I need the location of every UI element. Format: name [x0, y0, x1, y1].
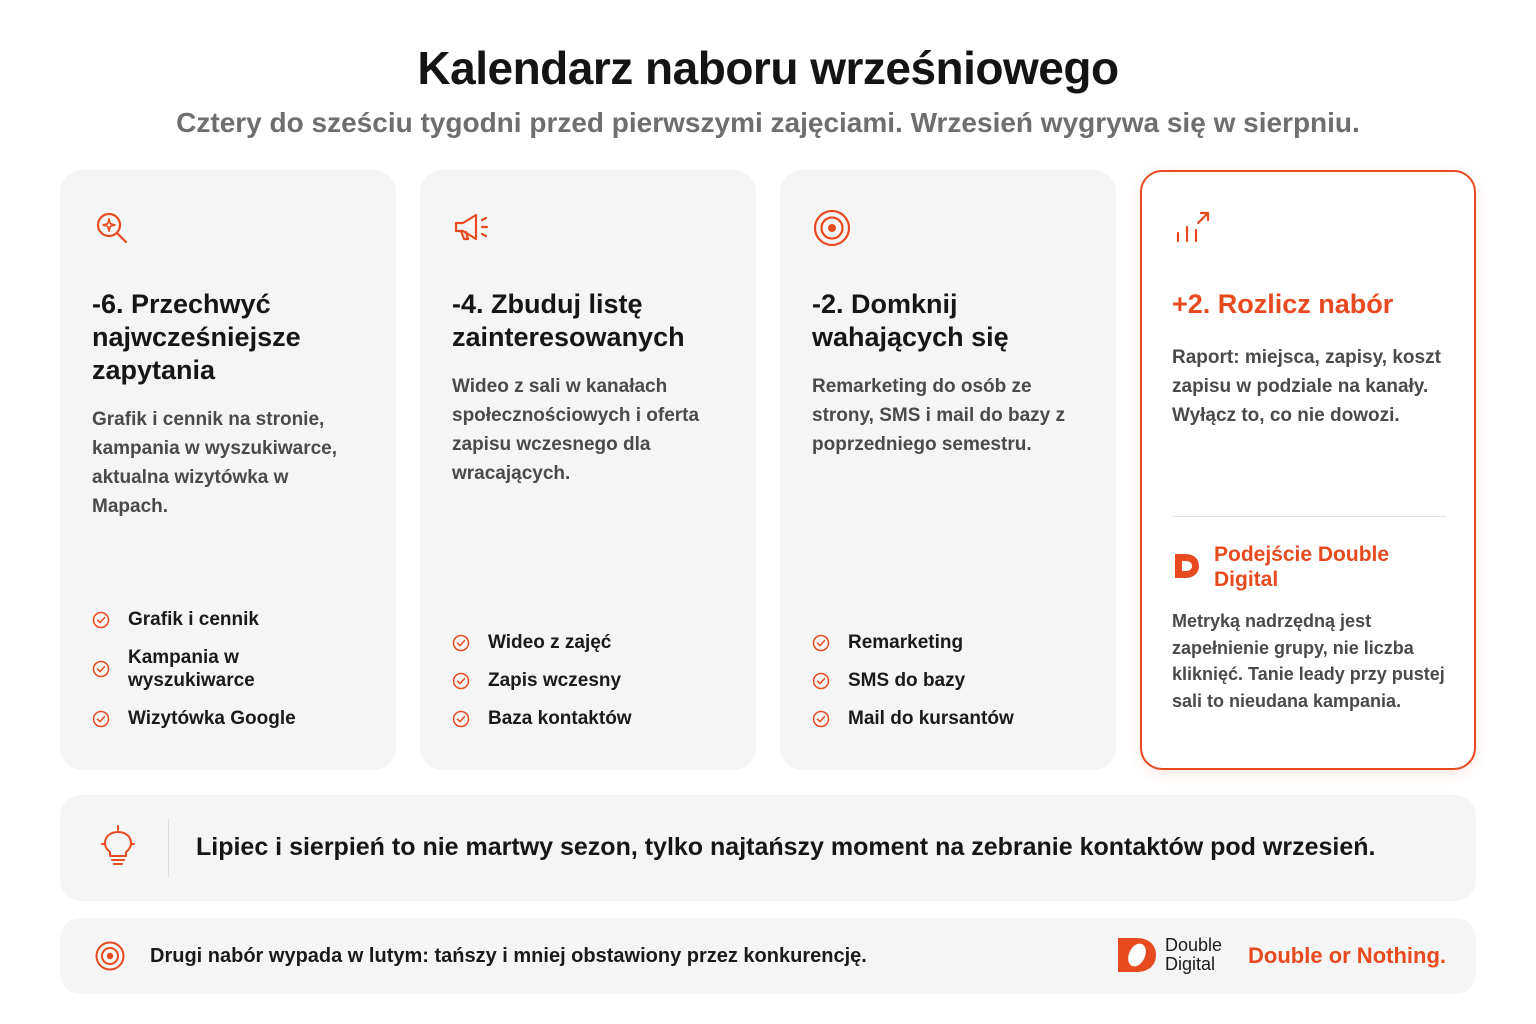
check-circle-icon — [92, 611, 110, 629]
checklist-item — [452, 631, 736, 654]
target-icon — [812, 208, 852, 248]
tip-banner — [60, 795, 1476, 901]
check-circle-icon — [812, 672, 830, 690]
checklist-label: Kampania w wyszukiwarce — [128, 647, 255, 691]
double-digital-logo-icon — [1116, 934, 1158, 976]
check-circle-icon — [452, 672, 470, 690]
search-sparkle-icon — [92, 208, 132, 248]
check-circle-icon — [812, 710, 830, 728]
check-circle-icon — [812, 634, 830, 652]
divider — [1172, 516, 1446, 517]
bar-chart-arrow-icon — [1172, 208, 1212, 248]
footer-bar — [60, 918, 1476, 994]
divider — [168, 819, 169, 877]
checklist-item — [452, 669, 736, 692]
double-digital-d-icon — [1172, 550, 1202, 582]
page-title: Kalendarz naboru wrześniowego — [417, 42, 1119, 94]
tip-text: Lipiec i sierpień to nie martwy sezon, tylko najtańszy moment na zebranie kontaktów pod wrzesień. — [196, 833, 1376, 861]
card-description: Raport: miejsca, zapisy, koszt zapisu w podziale na kanały. Wyłącz to, co nie dowozi. — [1172, 347, 1441, 426]
card-minus-6 — [60, 170, 396, 770]
checklist — [452, 631, 736, 730]
brand-name-line: Double — [1165, 935, 1223, 955]
card-title: -2. Domknij wahających się — [812, 289, 1009, 352]
checklist-label: Wizytówka Google — [128, 708, 296, 729]
checklist-label: Baza kontaktów — [488, 708, 632, 729]
card-title: -4. Zbuduj listę zainteresowanych — [452, 289, 685, 352]
lightbulb-icon — [96, 824, 140, 868]
check-circle-icon — [452, 710, 470, 728]
checklist-item — [812, 707, 1096, 730]
approach-header — [1172, 542, 1450, 592]
checklist-label: Grafik i cennik — [128, 609, 259, 630]
footer-note: Drugi nabór wypada w lutym: tańszy i mniej obstawiony przez konkurencję. — [150, 945, 867, 967]
check-circle-icon — [92, 710, 110, 728]
card-minus-2 — [780, 170, 1116, 770]
megaphone-icon — [452, 208, 492, 248]
card-title: -6. Przechwyć najwcześniejsze zapytania — [92, 289, 301, 385]
slogan: Double or Nothing. — [1248, 943, 1446, 968]
card-title: +2. Rozlicz nabór — [1172, 289, 1394, 319]
check-circle-icon — [92, 660, 110, 678]
checklist-item — [452, 707, 736, 730]
card-description: Remarketing do osób ze strony, SMS i mail do bazy z poprzedniego semestru. — [812, 376, 1066, 455]
target-icon — [94, 940, 126, 972]
checklist-label: Mail do kursantów — [848, 708, 1014, 729]
card-plus-2 — [1140, 170, 1476, 770]
checklist-item — [92, 707, 376, 730]
approach-box — [1172, 542, 1450, 714]
brand-name — [1165, 936, 1222, 974]
page-subtitle: Cztery do sześciu tygodni przed pierwszymi zajęciami. Wrzesień wygrywa się w sierpniu. — [176, 107, 1360, 138]
checklist — [812, 631, 1096, 730]
card-minus-4 — [420, 170, 756, 770]
check-circle-icon — [452, 634, 470, 652]
brand-logo — [1116, 934, 1222, 976]
checklist-item — [92, 608, 376, 631]
card-description: Wideo z sali w kanałach społecznościowych i oferta zapisu wczesnego dla wracających. — [452, 376, 700, 484]
page-header — [0, 40, 1536, 140]
brand-name-line: Digital — [1165, 954, 1216, 974]
approach-title: Podejście Double Digital — [1214, 543, 1390, 591]
checklist-label: Zapis wczesny — [488, 670, 622, 691]
checklist-item — [812, 631, 1096, 654]
checklist-item — [812, 669, 1096, 692]
card-description: Grafik i cennik na stronie, kampania w wyszukiwarce, aktualna wizytówka w Mapach. — [92, 409, 338, 517]
checklist-item — [92, 646, 376, 692]
checklist-label: SMS do bazy — [848, 670, 966, 691]
checklist — [92, 608, 376, 730]
checklist-label: Remarketing — [848, 632, 964, 653]
checklist-label: Wideo z zajęć — [488, 632, 612, 653]
approach-description: Metryką nadrzędną jest zapełnienie grupy, nie liczba kliknięć. Tanie leady przy pustej sali to nieudana kampania. — [1172, 611, 1445, 711]
